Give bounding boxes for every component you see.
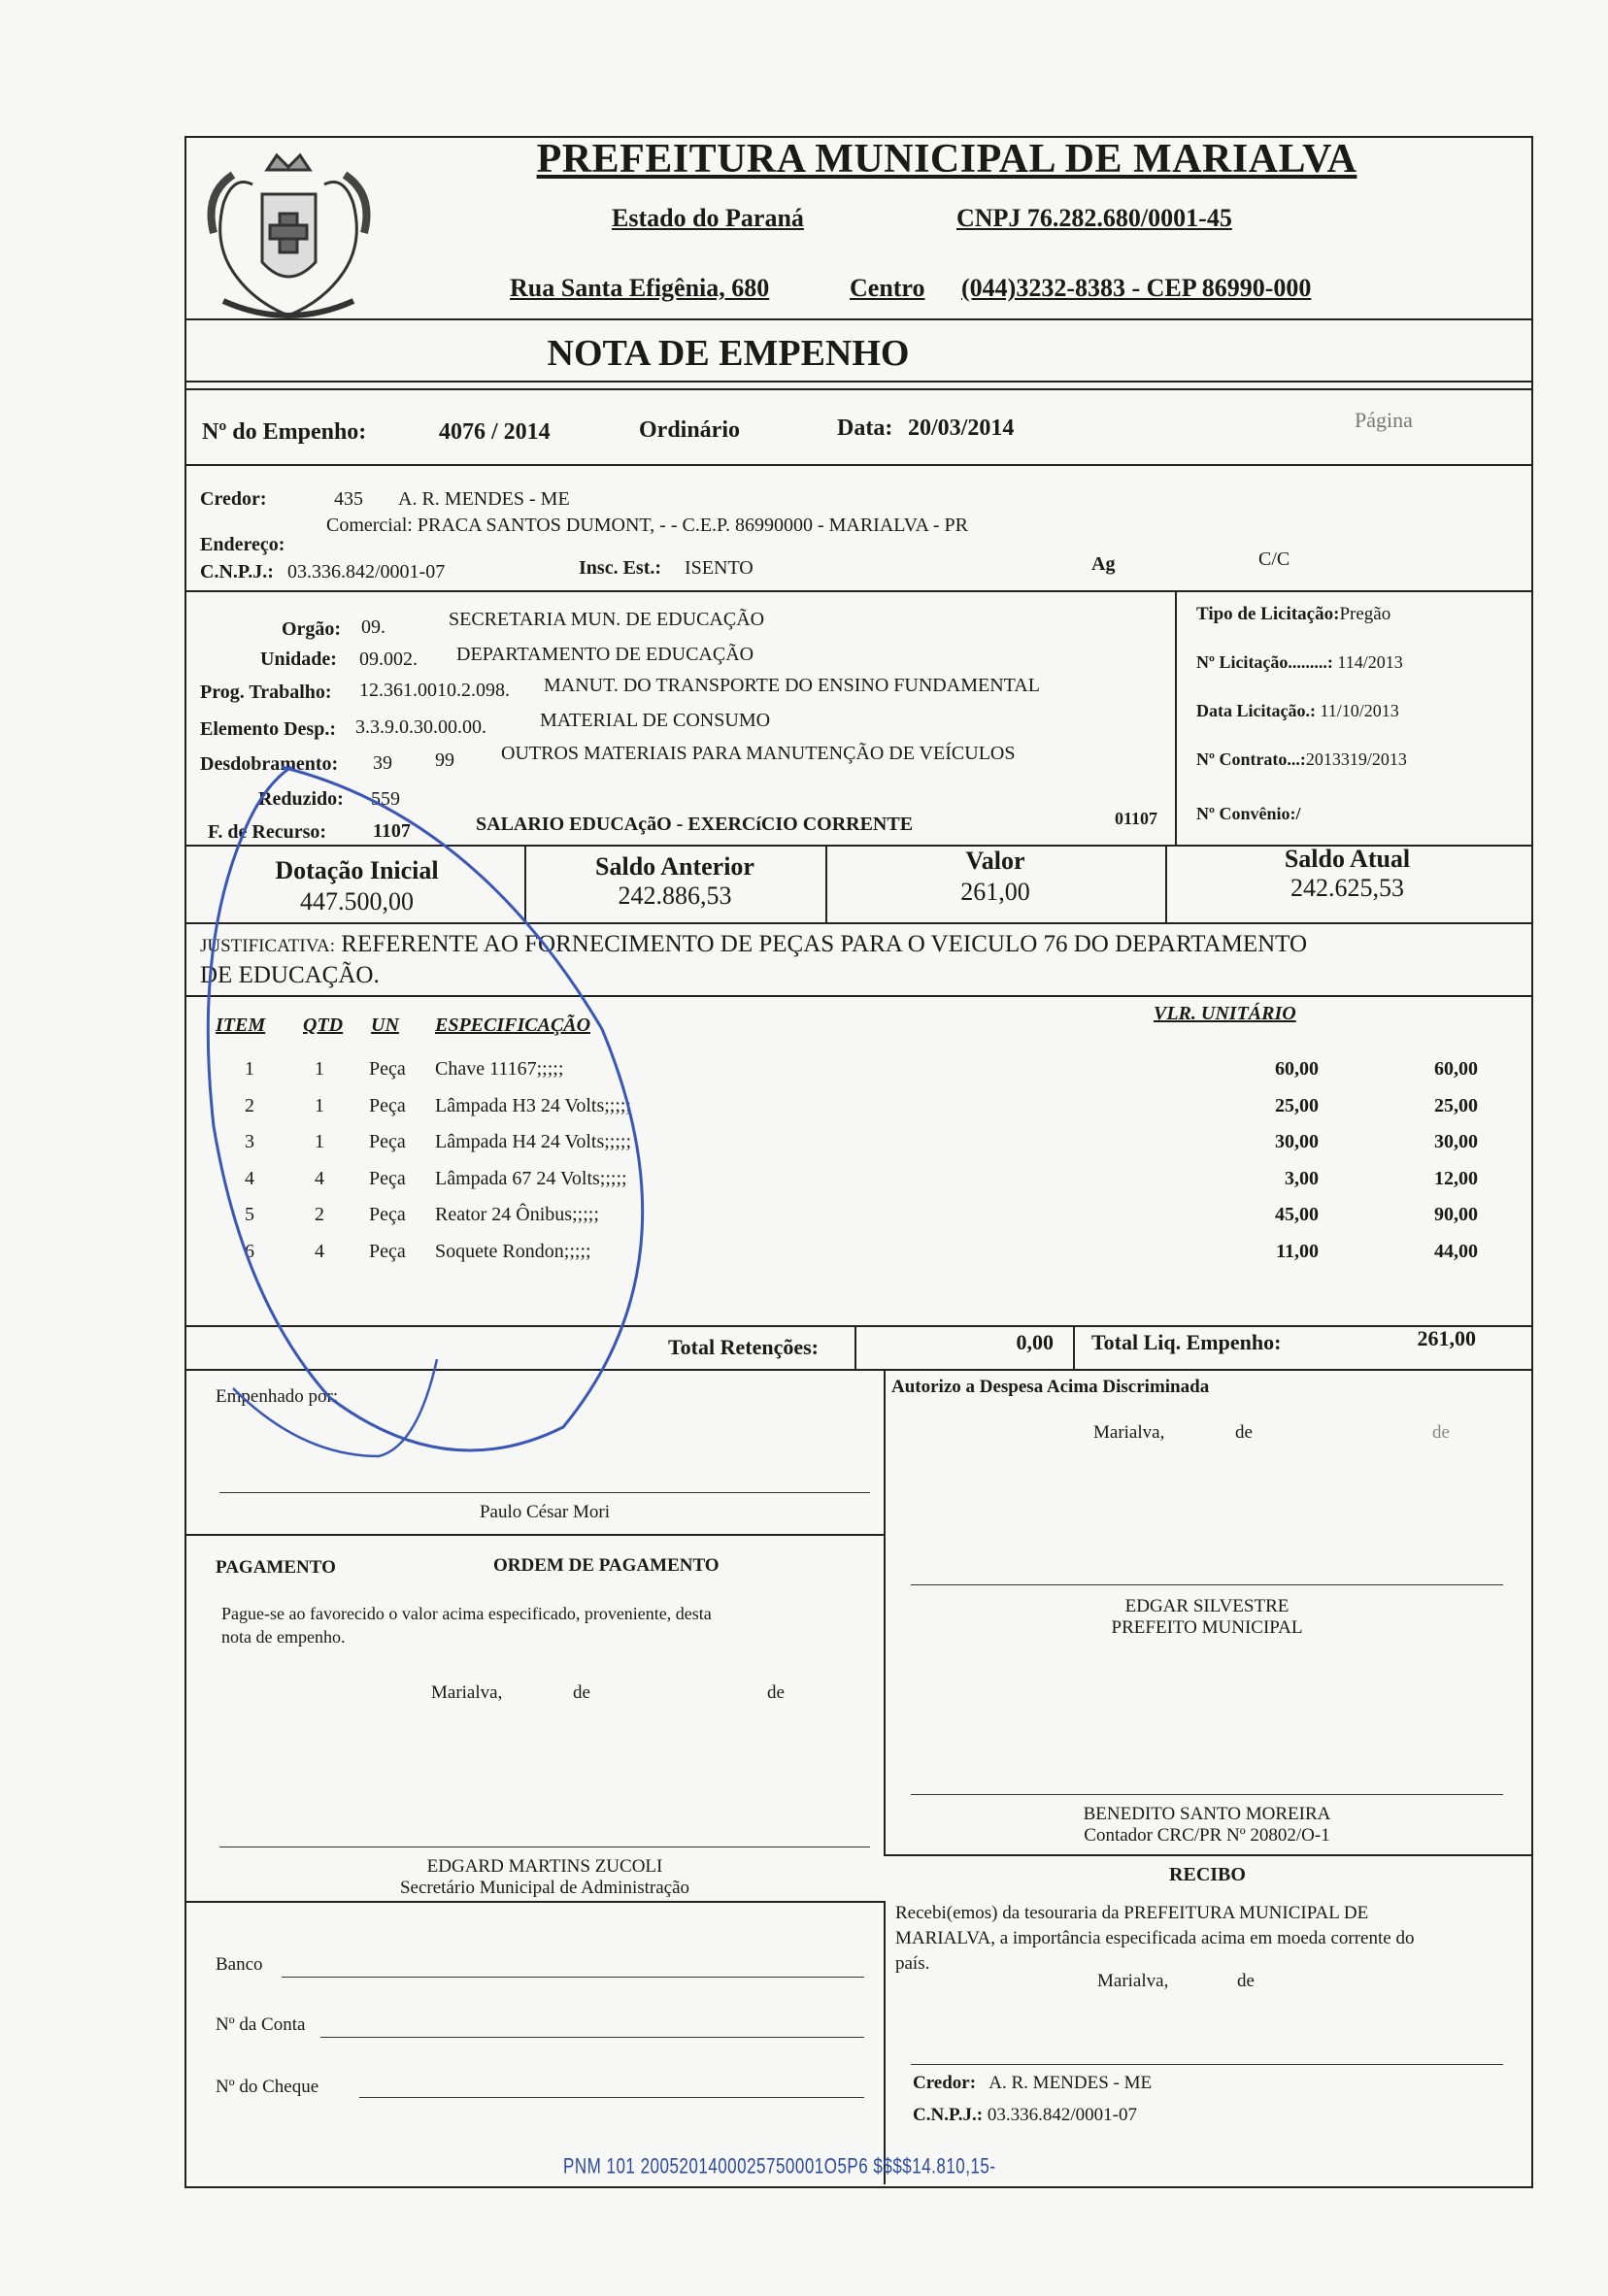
signature-line (911, 1794, 1503, 1795)
saldo-atual-label: Saldo Atual (1284, 845, 1411, 873)
credor-label: Credor: (200, 488, 267, 510)
credor-address: Comercial: PRACA SANTOS DUMONT, - - C.E.P. 86990000 - MARIALVA - PR (326, 515, 968, 536)
divider (184, 388, 1531, 390)
divider (184, 318, 1531, 320)
orgao-label: Orgão: (282, 618, 342, 640)
cnpj-label: C.N.P.J.: (200, 561, 274, 582)
footer-code: PNM 101 2005201400025750001O5P6 $$$$14.810,15- (563, 2154, 996, 2179)
conta-field[interactable] (320, 2037, 864, 2038)
signature-line (911, 1584, 1503, 1585)
recibo-de: de (1237, 1971, 1255, 1991)
divider (1175, 590, 1177, 845)
recibo-city: Marialva, (1097, 1971, 1169, 1991)
item-qtd: 1 (315, 1058, 324, 1080)
item-total: 25,00 (1434, 1094, 1478, 1116)
item-unit-price: 30,00 (1275, 1131, 1319, 1152)
prog-label: Prog. Trabalho: (200, 682, 332, 703)
contrato-numero: Nº Contrato...:2013319/2013 (1196, 749, 1407, 769)
item-total: 30,00 (1434, 1131, 1478, 1152)
justificativa: JUSTIFICATIVA: REFERENTE AO FORNECIMENTO DE PEÇAS PARA O VEICULO 76 DO DEPARTAMENTO DE EDUCAÇÃO. (200, 931, 1308, 988)
divider (1073, 1325, 1075, 1369)
orgao-name: SECRETARIA MUN. DE EDUCAÇÃO (449, 609, 765, 630)
item-unit-price: 25,00 (1275, 1094, 1319, 1116)
pagamento-de-1: de (573, 1682, 590, 1703)
item-qtd: 4 (315, 1240, 324, 1262)
header-title: PREFEITURA MUNICIPAL DE MARIALVA (536, 137, 1357, 182)
elemento-name: MATERIAL DE CONSUMO (540, 710, 771, 731)
signature-line (911, 2064, 1503, 2065)
ink-circle-mark-icon (155, 757, 738, 1495)
divider (884, 1854, 1531, 1856)
pagamento-text: Pague-se ao favorecido o valor acima especificado, proveniente, desta nota de empenho. (221, 1604, 712, 1647)
desdobramento-code: 39 (373, 752, 392, 774)
municipal-crest-icon (194, 146, 384, 335)
cheque-label: Nº do Cheque (216, 2077, 319, 2097)
recurso-label: F. de Recurso: (208, 821, 327, 843)
empenho-number: 4076 / 2014 (439, 419, 551, 445)
item-qtd: 2 (315, 1204, 324, 1225)
empenho-number-label: Nº do Empenho: (202, 419, 367, 445)
unidade-label: Unidade: (260, 649, 337, 670)
item-unit: Peça (369, 1058, 406, 1080)
item-unit-price: 3,00 (1285, 1167, 1319, 1189)
secretario-signature: EDGARD MARTINS ZUCOLI Secretário Municipal de Administração (399, 1856, 690, 1898)
item-unit: Peça (369, 1240, 406, 1262)
items-header-un: UN (371, 1015, 399, 1036)
unidade-code: 09.002. (359, 649, 418, 670)
saldo-atual-value: 242.625,53 (1290, 874, 1404, 902)
items-header-item: ITEM (216, 1015, 266, 1036)
licitacao-numero: Nº Licitação.........: 114/2013 (1196, 652, 1403, 672)
ag-label: Ag (1091, 553, 1116, 575)
total-retencoes-label: Total Retenções: (668, 1335, 819, 1359)
item-number: 6 (245, 1240, 254, 1262)
item-spec: Chave 11167;;;;; (435, 1058, 564, 1080)
licitacao-tipo: Tipo de Licitação:Pregão (1196, 604, 1391, 624)
reduzido-label: Reduzido: (258, 788, 344, 810)
item-number: 3 (245, 1131, 254, 1152)
saldo-anterior-label: Saldo Anterior (595, 852, 754, 881)
item-spec: Soquete Rondon;;;;; (435, 1240, 591, 1262)
saldo-anterior-value: 242.886,53 (618, 882, 732, 910)
valor-label: Valor (965, 847, 1025, 875)
autorizo-city: Marialva, (1093, 1422, 1165, 1443)
desdobramento-sub: 99 (435, 749, 454, 771)
recurso-code-2: 01107 (1115, 809, 1158, 828)
item-number: 5 (245, 1204, 254, 1225)
item-total: 60,00 (1434, 1058, 1478, 1080)
licitacao-data: Data Licitação.: 11/10/2013 (1196, 701, 1399, 720)
elemento-code: 3.3.9.0.30.00.00. (355, 716, 486, 738)
item-qtd: 1 (315, 1131, 324, 1152)
items-header-unit: VLR. UNITÁRIO (1154, 1003, 1296, 1024)
desdobramento-name: OUTROS MATERIAIS PARA MANUTENÇÃO DE VEÍCULOS (501, 743, 1016, 764)
conta-label: Nº da Conta (216, 2014, 306, 2035)
empenhado-por-label: Empenhado por: (216, 1386, 339, 1407)
pagamento-label: PAGAMENTO (216, 1557, 336, 1578)
item-unit-price: 45,00 (1275, 1204, 1319, 1225)
item-total: 90,00 (1434, 1204, 1478, 1225)
item-number: 1 (245, 1058, 254, 1080)
insc-label: Insc. Est.: (579, 557, 662, 579)
autorizo-de-2: de (1432, 1422, 1450, 1443)
prefeito-signature: EDGAR SILVESTRE PREFEITO MUNICIPAL (1111, 1596, 1303, 1638)
empenho-type: Ordinário (639, 417, 741, 443)
banco-label: Banco (216, 1954, 263, 1975)
page-label: Página (1355, 408, 1413, 432)
convenio: Nº Convênio:/ (1196, 804, 1301, 823)
valor-value: 261,00 (960, 878, 1030, 906)
header-district: Centro (850, 274, 925, 302)
item-qtd: 4 (315, 1167, 324, 1189)
recurso-code: 1107 (373, 820, 411, 842)
empenhado-por-name: Paulo César Mori (479, 1502, 611, 1522)
address-label: Endereço: (200, 534, 285, 555)
item-spec: Lâmpada H4 24 Volts;;;;; (435, 1131, 632, 1152)
document-title: NOTA DE EMPENHO (547, 333, 910, 374)
empenho-date: 20/03/2014 (908, 416, 1015, 441)
item-total: 12,00 (1434, 1167, 1478, 1189)
item-number: 4 (245, 1167, 254, 1189)
item-spec: Reator 24 Ônibus;;;;; (435, 1204, 599, 1225)
desdobramento-label: Desdobramento: (200, 753, 339, 775)
prog-code: 12.361.0010.2.098. (359, 680, 510, 701)
divider (854, 1325, 856, 1369)
reduzido-code: 559 (371, 788, 400, 810)
pagamento-city: Marialva, (431, 1682, 503, 1703)
item-unit-price: 11,00 (1276, 1240, 1319, 1262)
header-state: Estado do Paraná (612, 204, 804, 232)
item-unit-price: 60,00 (1275, 1058, 1319, 1080)
divider (184, 381, 1531, 383)
autorizo-de-1: de (1235, 1422, 1253, 1443)
recibo-cnpj: C.N.P.J.: 03.336.842/0001-07 (913, 2105, 1137, 2125)
credor-code: 435 (334, 488, 363, 510)
ordem-pagamento-label: ORDEM DE PAGAMENTO (493, 1555, 720, 1576)
banco-field[interactable] (282, 1977, 864, 1978)
pagamento-de-2: de (767, 1682, 785, 1703)
cc-label: C/C (1258, 549, 1290, 570)
cheque-field[interactable] (359, 2097, 864, 2098)
divider (184, 1901, 886, 1903)
divider (884, 1369, 886, 1854)
item-qtd: 1 (315, 1094, 324, 1116)
prog-name: MANUT. DO TRANSPORTE DO ENSINO FUNDAMENTAL (544, 675, 1040, 696)
credor-name: A. R. MENDES - ME (398, 488, 570, 510)
recibo-text: Recebi(emos) da tesouraria da PREFEITURA MUNICIPAL DE MARIALVA, a importância especificada acima em moeda corrente do país. (895, 1903, 1415, 1974)
divider (184, 590, 1531, 592)
item-spec: Lâmpada H3 24 Volts;;;;; (435, 1094, 632, 1116)
empenho-date-label: Data: (837, 416, 893, 441)
dotacao-inicial-label: Dotação Inicial (275, 856, 439, 884)
credor-cnpj: 03.336.842/0001-07 (287, 561, 446, 582)
contador-signature: BENEDITO SANTO MOREIRA Contador CRC/PR Nº 20802/O-1 (1083, 1804, 1331, 1846)
item-total: 44,00 (1434, 1240, 1478, 1262)
item-spec: Lâmpada 67 24 Volts;;;;; (435, 1167, 627, 1189)
orgao-code: 09. (361, 616, 385, 638)
credor-insc: ISENTO (685, 557, 754, 579)
items-header-spec: ESPECIFICAÇÃO (435, 1015, 591, 1036)
autorizo-text: Autorizo a Despesa Acima Discriminada (891, 1377, 1210, 1397)
divider (184, 1534, 886, 1536)
total-retencoes-value: 0,00 (1016, 1330, 1054, 1354)
divider (184, 464, 1531, 466)
total-liquido-value: 261,00 (1417, 1326, 1476, 1350)
divider (884, 1901, 886, 2184)
elemento-label: Elemento Desp.: (200, 718, 336, 740)
total-liquido-label: Total Liq. Empenho: (1091, 1330, 1282, 1354)
recurso-name: SALARIO EDUCAçãO - EXERCíCIO CORRENTE (476, 814, 914, 835)
item-unit: Peça (369, 1094, 406, 1116)
recibo-title: RECIBO (1169, 1864, 1246, 1885)
item-unit: Peça (369, 1204, 406, 1225)
item-number: 2 (245, 1094, 254, 1116)
recibo-credor: Credor: A. R. MENDES - ME (913, 2073, 1153, 2093)
header-phone-cep: (044)3232-8383 - CEP 86990-000 (961, 274, 1312, 302)
item-unit: Peça (369, 1131, 406, 1152)
header-address: Rua Santa Efigênia, 680 (510, 274, 770, 302)
dotacao-inicial-value: 447.500,00 (300, 887, 414, 915)
header-cnpj: CNPJ 76.282.680/0001-45 (956, 204, 1232, 232)
items-header-qtd: QTD (303, 1015, 344, 1036)
item-unit: Peça (369, 1167, 406, 1189)
unidade-name: DEPARTAMENTO DE EDUCAÇÃO (456, 644, 754, 665)
